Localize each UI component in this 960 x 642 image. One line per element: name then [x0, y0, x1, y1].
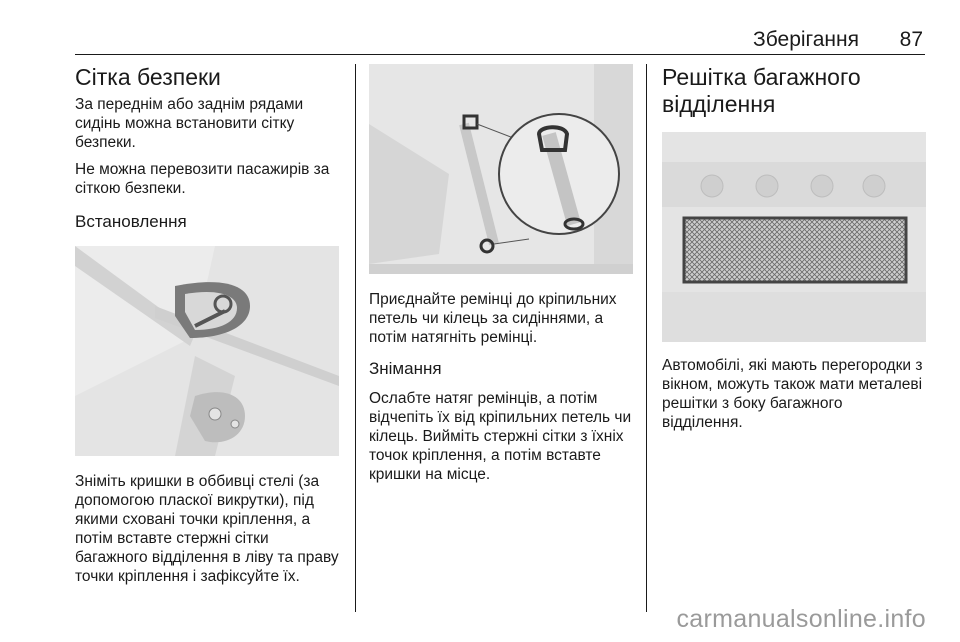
- illustration-cargo-grille: [662, 132, 926, 342]
- watermark: carmanualsonline.info: [676, 605, 926, 633]
- column-divider: [355, 64, 356, 612]
- section-title: Зберігання: [753, 28, 859, 51]
- column-cargo-grille: [662, 64, 926, 440]
- paragraph: Автомобілі, які мають перегородки з вікном, можуть також мати металеві решітки з боку багажного відділення.: [662, 357, 923, 431]
- subheading-removal: Знімання: [369, 359, 442, 378]
- heading-safety-net: Сітка безпеки: [75, 64, 221, 90]
- page-header: [75, 28, 925, 55]
- paragraph: Ослабте натяг ремінців, а потім відчепіть їх від кріпильних петель чи кілець. Вийміть стержні сітки з їхніх точок кріплення, а потім вставте кришки на місце.: [369, 390, 632, 483]
- heading-cargo-grille: Решітка багажного відділення: [662, 64, 861, 117]
- paragraph: Зніміть кришки в оббивці стелі (за допомогою пласкої викрутки), під якими сховані точки кріплення, а потім вставте стержні сітки багажного відділення в ліву та праву точки кріплення і зафіксуйте їх.: [75, 473, 339, 585]
- illustration-strap-anchor: [369, 64, 633, 274]
- column-net-straps: [369, 64, 633, 492]
- column-divider: [646, 64, 647, 612]
- subheading-installation: Встановлення: [75, 212, 187, 231]
- paragraph: Приєднайте ремінці до кріпильних петель чи кілець за сидіннями, а потім натягніть ремінці.: [369, 291, 617, 346]
- column-safety-net: [75, 64, 343, 594]
- page-number: 87: [899, 28, 923, 51]
- illustration-roof-anchor: [75, 246, 339, 456]
- paragraph: Не можна перевозити пасажирів за сіткою безпеки.: [75, 161, 330, 197]
- paragraph: За переднім або заднім рядами сидінь можна встановити сітку безпеки.: [75, 96, 304, 151]
